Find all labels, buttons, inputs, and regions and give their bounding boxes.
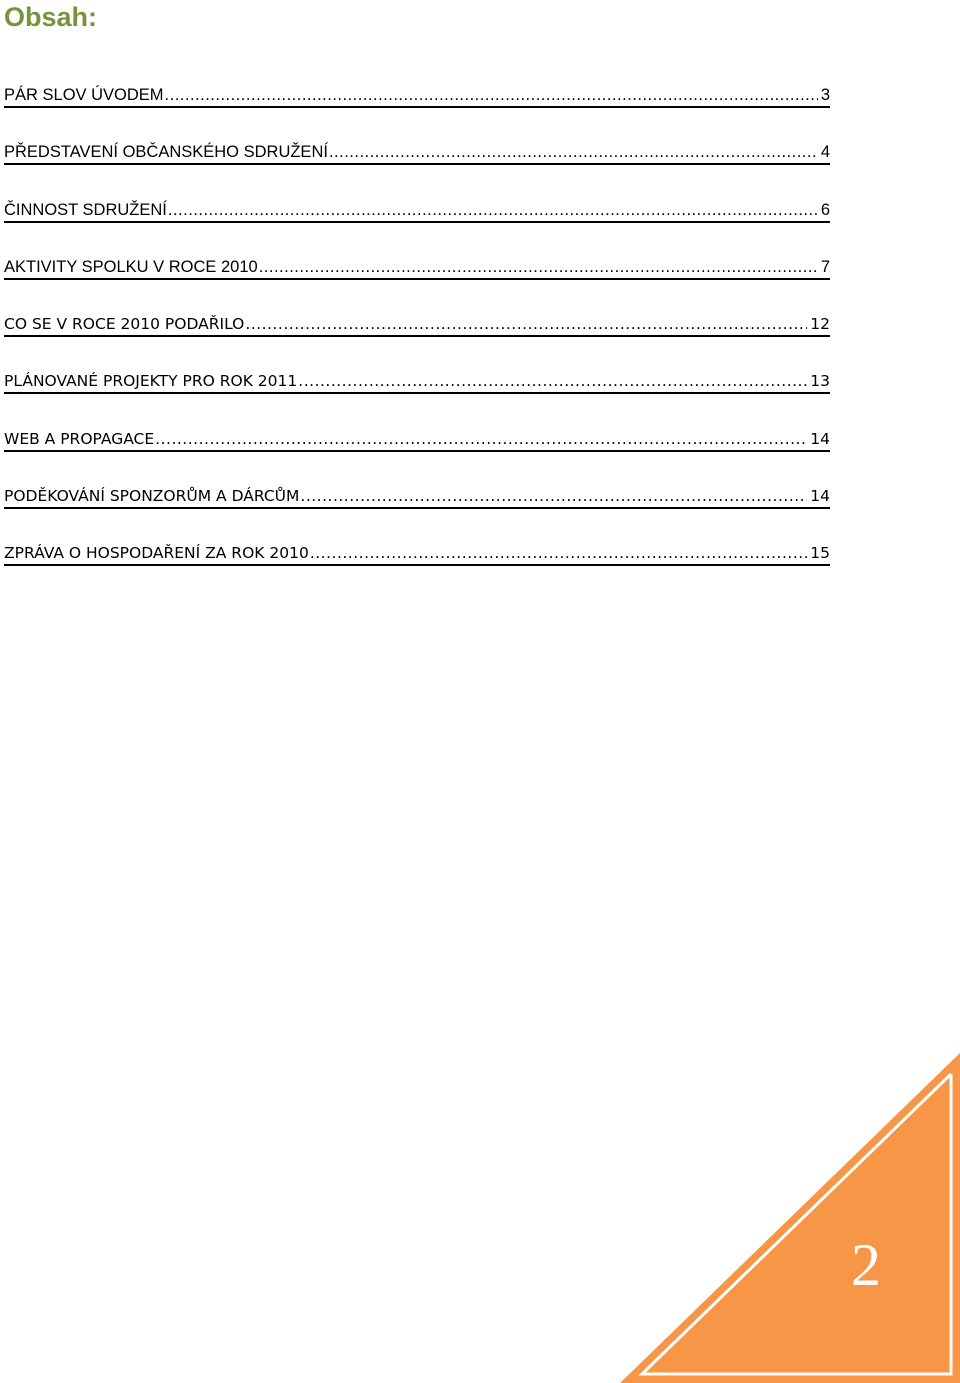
toc-dot-leader [165,84,818,106]
toc-entry-link[interactable] [4,485,830,509]
toc-entry-hospodareni[interactable] [4,542,830,599]
toc-entry-label: WEB A PROPAGACE [4,429,155,448]
toc-entry-link[interactable] [4,256,830,280]
page-number: 2 [851,1232,881,1298]
page-corner-triangle [620,1053,960,1383]
toc-entry-page: 13 [810,372,830,391]
toc-entry-link[interactable] [4,84,830,108]
toc-entry-page: 14 [810,487,830,506]
toc-heading: Obsah: [4,2,98,32]
toc-dot-leader [245,313,807,335]
toc-entry-cinnost[interactable] [4,199,830,256]
toc-dot-leader [168,199,818,221]
table-of-contents [4,84,830,600]
toc-entry-aktivity[interactable] [4,256,830,313]
toc-entry-link[interactable] [4,141,830,165]
toc-entry-label: PÁR SLOV ÚVODEM [4,86,164,104]
toc-entry-page: 12 [810,315,830,334]
toc-entry-label: ZPRÁVA O HOSPODAŘENÍ ZA ROK 2010 [4,544,309,563]
toc-entry-uvodem[interactable] [4,84,830,141]
toc-entry-page: 7 [820,257,830,276]
toc-entry-web[interactable] [4,428,830,485]
toc-entry-link[interactable] [4,313,830,337]
toc-dot-leader [300,485,807,507]
toc-entry-podarilo[interactable] [4,313,830,370]
toc-dot-leader [310,542,807,564]
toc-entry-label: ČINNOST SDRUŽENÍ [4,200,167,219]
toc-dot-leader [155,428,807,450]
toc-entry-predstaveni[interactable] [4,141,830,198]
toc-dot-leader [298,370,807,392]
toc-entry-link[interactable] [4,428,830,452]
toc-entry-projekty[interactable] [4,370,830,427]
toc-entry-link[interactable] [4,542,830,566]
corner-triangle-fill [620,1053,960,1383]
toc-entry-page: 4 [820,143,830,162]
toc-entry-page: 14 [810,429,830,448]
toc-dot-leader [259,256,818,278]
toc-entry-page: 3 [820,86,830,104]
toc-entry-podekovani[interactable] [4,485,830,542]
toc-dot-leader [329,141,818,163]
toc-entry-label: PŘEDSTAVENÍ OBČANSKÉHO SDRUŽENÍ [4,143,328,162]
toc-entry-label: AKTIVITY SPOLKU V ROCE 2010 [4,257,258,276]
toc-entry-label: PODĚKOVÁNÍ SPONZORŮM A DÁRCŮM [4,487,300,506]
toc-entry-label: PLÁNOVANÉ PROJEKTY PRO ROK 2011 [4,372,298,391]
toc-entry-link[interactable] [4,199,830,223]
toc-entry-label: CO SE V ROCE 2010 PODAŘILO [4,315,245,334]
toc-entry-page: 15 [810,544,830,563]
toc-entry-link[interactable] [4,370,830,394]
toc-entry-page: 6 [820,200,830,219]
